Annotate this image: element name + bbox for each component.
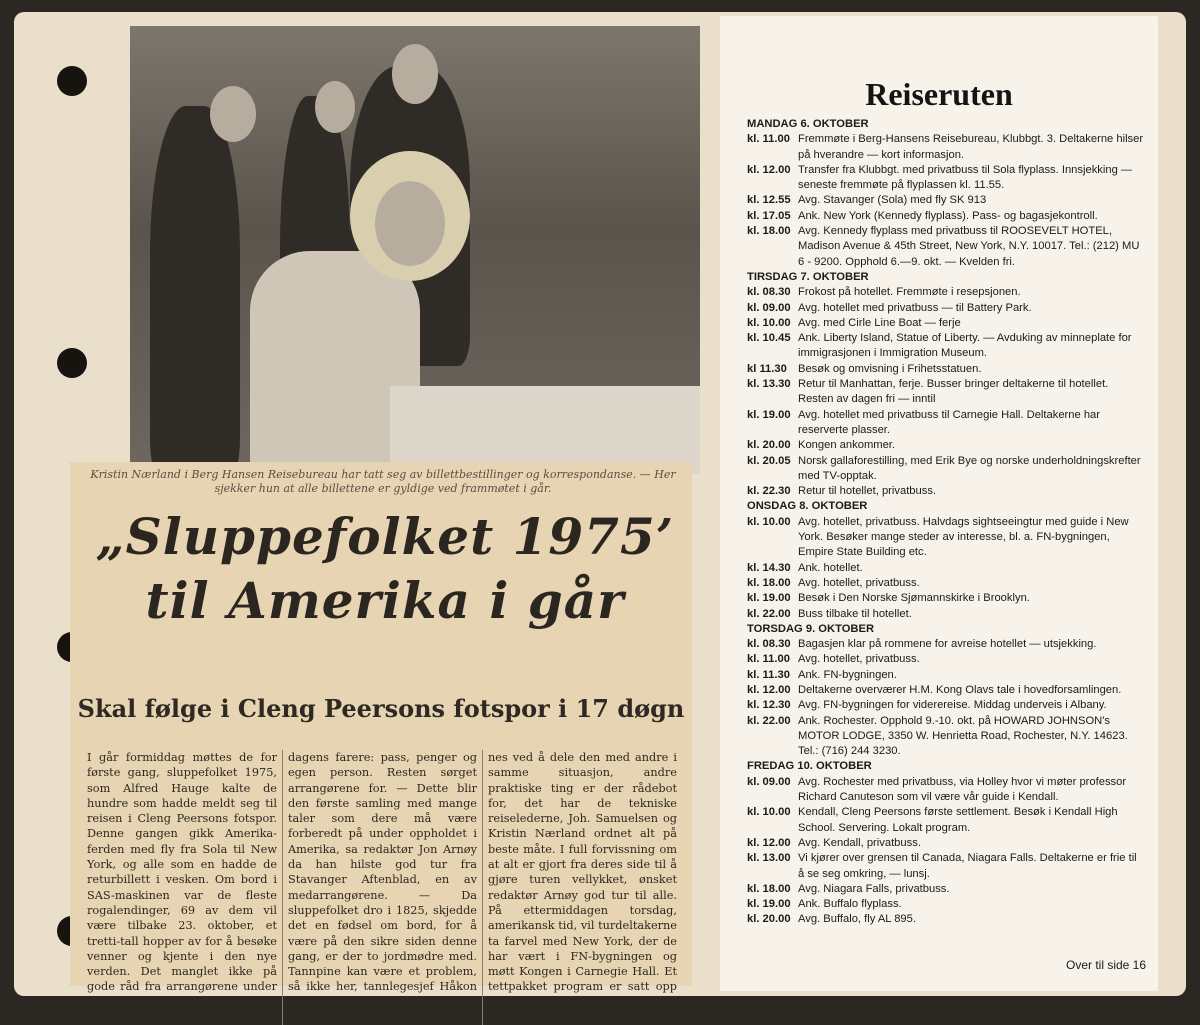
item-time: kl. 22.00 [747,607,791,620]
continued-note: Over til side 16 [1066,958,1147,972]
item-text: Ank. Buffalo flyplass. [798,898,902,911]
item-text: Vi kjører over grensen til Canada, Niagara Falls. Deltakerne er frie til å se seg omkring, — lunsj. [798,852,1137,880]
item-time: kl. 12.30 [747,699,791,712]
item-time: kl. 11.00 [747,133,790,146]
headline-line-2: til Amerika i går [145,571,625,630]
itinerary-row [747,438,1145,453]
itinerary-row [747,316,1145,331]
item-text: Avg. Kennedy flyplass med privatbuss til ROOSEVELT HOTEL, Madison Avenue & 45th Street, New York, N.Y. 10017. Tel.: (212) MU 6 - 9200. Opphold 6.—9. okt. — Kvelden fri. [798,225,1140,268]
itinerary-title: Reiseruten [865,76,1013,112]
headline [80,507,690,630]
itinerary-row [747,912,1145,927]
headline-line-1: „Sluppefolket 1975’ [95,507,675,566]
item-text: Transfer fra Klubbgt. med privatbuss til Sola flyplass. Innsjekking — seneste fremmøte på flyplassen kl. 11.55. [798,163,1133,192]
itinerary-row [747,897,1145,912]
item-text: Retur til Manhattan, ferje. Busser bringer deltakerne til hotellet. Resten av dagen fri — inntil [798,378,1109,406]
item-text: Avg. Rochester med privatbuss, via Holley hvor vi møter professor Richard Canuteson som vil være vår guide i Kendall. [798,775,1127,804]
itinerary-row [747,408,1145,439]
itinerary-row [747,851,1145,882]
item-time: kl. 22.00 [747,714,791,727]
itinerary-row [747,668,1145,683]
item-text: Kendall, Cleng Peersons første settlement. Besøk i Kendall High School. Servering. Lokalt program. [798,806,1118,834]
itinerary-row [747,193,1145,208]
item-text: Avg. hotellet, privatbuss. Halvdags sightseeingtur med guide i New York. Besøker mange steder av interesse, bl. a. FN-bygningen, Empire State Building etc. [798,515,1129,559]
day-heading: FREDAG 10. OKTOBER [747,760,872,773]
itinerary-row [747,591,1145,606]
itinerary-list [747,117,1145,928]
item-time: kl. 13.00 [747,852,791,865]
item-time: kl. 11.00 [747,653,790,666]
article-body [82,750,682,1025]
itinerary-row [747,836,1145,851]
item-text: Bagasjen klar på rommene for avreise hotellet — utsjekking. [798,638,1097,651]
itinerary-row [747,683,1145,698]
item-text: Kongen ankommer. [798,439,896,452]
item-text: Fremmøte i Berg-Hansens Reisebureau, Klubbgt. 3. Deltakerne hilser på hverandre — kort informasjon. [798,133,1144,161]
itinerary-row [747,714,1145,760]
item-time: kl. 10.00 [747,515,791,528]
itinerary-row [747,882,1145,897]
article-column [82,750,282,1025]
item-time: kl. 10.00 [747,806,791,819]
binder-hole [57,66,87,96]
itinerary-sheet [720,16,1158,991]
itinerary-row [747,301,1145,316]
column-text: dagens farere: pass, penger og egen person. Resten sørget arrangørene for. — Dette blir den første samling med mange taler som dere må være forberedt på under oppholdet i Amerika, sa redaktør Jon Arnøy da han hilste god tur fra Stavanger Aftenblad, en av medarrangørene. — Da sluppefolket dro i 1825, skjedde det en fødsel om bord, for å være på den sikre siden denne gang, er der to jordmødre med. Tannpine kan være et problem, så ikke her, tannlegesjef Håkon Unger Thorsen er med. Hjemlengsel kan ord- [288,751,477,1025]
item-time: kl. 20.00 [747,913,791,926]
item-time: kl. 17.05 [747,209,791,222]
newspaper-photo [130,26,700,474]
item-time: kl. 18.00 [747,882,791,895]
column-text: I går formiddag møttes de for første gang, sluppefolket 1975, som Alfred Hauge kalte de hundre som hadde meldt seg til reisen i Cleng Peersons fotspor. Denne gangen gikk Amerika-ferden med fly fra Sola til New York, og alle som en hadde de returbillett i vesken. Om bord i SAS-maskinen var de fleste rogalendinger, 69 av dem vil være tilbake 23. oktober, et tretti-tall hopper av for å besøke venner og kjente i den nye verden. Det manglet ikke på gode råd fra arrangørene under oppmøtet i går. Reiselederne var godt forbe- [87,751,277,1025]
item-text: Ank. hotellet. [798,561,863,574]
column-text: nes ved å dele den med andre i samme situasjon, andre praktiske ting er der rådebot for, det har de tekniske reiselederne, Joh. Samuelsen og Kristin Nærland ordnet alt på beste måte. I full forvissning om at alt er gjort fra deres side til å gjøre turen vellykket, ønsket redaktør Arnøy god tur til alle. På ettermiddagen torsdag, amerikansk tid, vil turdeltakerne ta farvel med New York, der de har vært i FN-bygningen og møtt Kongen i Carnegie Hall. Et tettpakket program er satt opp overalt i Cleng Peersons fotspor. [488,751,677,1009]
item-time: kl. 12.00 [747,163,791,176]
item-time: kl. 12.00 [747,836,791,849]
item-text: Ank. Rochester. Opphold 9.-10. okt. på HOWARD JOHNSON's MOTOR LODGE, 3350 W. Henrietta Road, Rochester, N.Y. 14623. Tel.: (716) 244 3230. [798,714,1128,758]
item-time: kl. 11.30 [747,668,790,681]
item-time: kl. 18.00 [747,225,791,238]
item-time: kl 11.30 [747,362,787,375]
item-text: Besøk i Den Norske Sjømannskirke i Brooklyn. [798,592,1030,605]
item-time: kl. 20.05 [747,454,791,467]
subheadline: Skal følge i Cleng Peersons fotspor i 17 døgn [77,694,685,723]
item-time: kl. 12.00 [747,683,791,696]
day-heading: ONSDAG 8. OKTOBER [747,500,868,513]
item-time: kl. 19.00 [747,408,791,421]
itinerary-row [747,285,1145,300]
day-heading: TIRSDAG 7. OKTOBER [747,270,869,283]
itinerary-row [747,331,1145,362]
itinerary-row [747,209,1145,224]
itinerary-row [747,652,1145,667]
item-text: Besøk og omvisning i Frihetsstatuen. [798,362,982,375]
item-time: kl. 22.30 [747,485,791,498]
itinerary-row [747,362,1145,377]
item-text: Buss tilbake til hotellet. [798,607,912,620]
itinerary-row [747,454,1145,485]
item-time: kl. 14.30 [747,561,791,574]
itinerary-row [747,561,1145,576]
itinerary-row [747,607,1145,622]
itinerary-row [747,132,1145,163]
article-column [482,750,682,1025]
itinerary-row [747,515,1145,561]
day-heading: MANDAG 6. OKTOBER [747,118,869,130]
item-text: Norsk gallaforestilling, med Erik Bye og norske underholdningskrefter med TV-opptak. [798,454,1141,482]
item-text: Frokost på hotellet. Fremmøte i resepsjonen. [798,286,1021,299]
itinerary-row [747,377,1145,408]
item-text: Avg. hotellet med privatbuss — til Battery Park. [798,301,1032,314]
itinerary-row [747,775,1145,806]
item-time: kl. 09.00 [747,301,791,314]
item-text: Retur til hotellet, privatbuss. [798,485,937,498]
item-text: Avg. hotellet, privatbuss. [798,653,920,666]
item-text: Ank. New York (Kennedy flyplass). Pass- og bagasjekontroll. [798,209,1098,222]
itinerary-row [747,224,1145,270]
itinerary-row [747,576,1145,591]
item-time: kl. 08.30 [747,638,791,651]
item-time: kl. 19.00 [747,898,791,911]
item-text: Avg. hotellet med privatbuss til Carnegie Hall. Deltakerne har reserverte plasser. [798,408,1101,436]
photo-caption: Kristin Nærland i Berg Hansen Reisebureau har tatt seg av billettbestillinger og korrespondanse. — Her sjekker hun at alle billettene er gyldige ved frammøtet i går. [90,468,676,495]
item-text: Avg. hotellet, privatbuss. [798,576,920,589]
itinerary-row [747,637,1145,652]
item-text: Avg. Niagara Falls, privatbuss. [798,882,950,895]
itinerary-row [747,484,1145,499]
itinerary-row [747,163,1145,194]
item-time: kl. 10.45 [747,332,791,345]
item-time: kl. 09.00 [747,775,791,788]
item-text: Avg. Kendall, privatbuss. [798,836,921,849]
item-text: Deltakerne overværer H.M. Kong Olavs tale i hovedforsamlingen. [798,683,1122,696]
item-text: Ank. Liberty Island, Statue of Liberty. — Avduking av minneplate for immigrasjonen i Immigration Museum. [798,332,1132,360]
day-heading: TORSDAG 9. OKTOBER [747,622,875,635]
item-time: kl. 18.00 [747,576,791,589]
binder-hole [57,348,87,378]
item-time: kl. 08.30 [747,286,791,299]
item-text: Avg. Buffalo, fly AL 895. [798,913,916,926]
item-text: Ank. FN-bygningen. [798,668,897,681]
item-time: kl. 20.00 [747,439,791,452]
newspaper-clipping [70,462,692,1025]
item-time: kl. 10.00 [747,316,791,329]
item-time: kl. 13.30 [747,378,791,391]
item-text: Avg. med Cirle Line Boat — ferje [798,316,961,329]
itinerary-row [747,698,1145,713]
item-text: Avg. Stavanger (Sola) med fly SK 913 [798,194,987,207]
item-time: kl. 19.00 [747,592,791,605]
itinerary-row [747,805,1145,836]
item-time: kl. 12.55 [747,194,791,207]
item-text: Avg. FN-bygningen for viderereise. Middag underveis i Albany. [798,699,1107,712]
article-column [282,750,482,1025]
